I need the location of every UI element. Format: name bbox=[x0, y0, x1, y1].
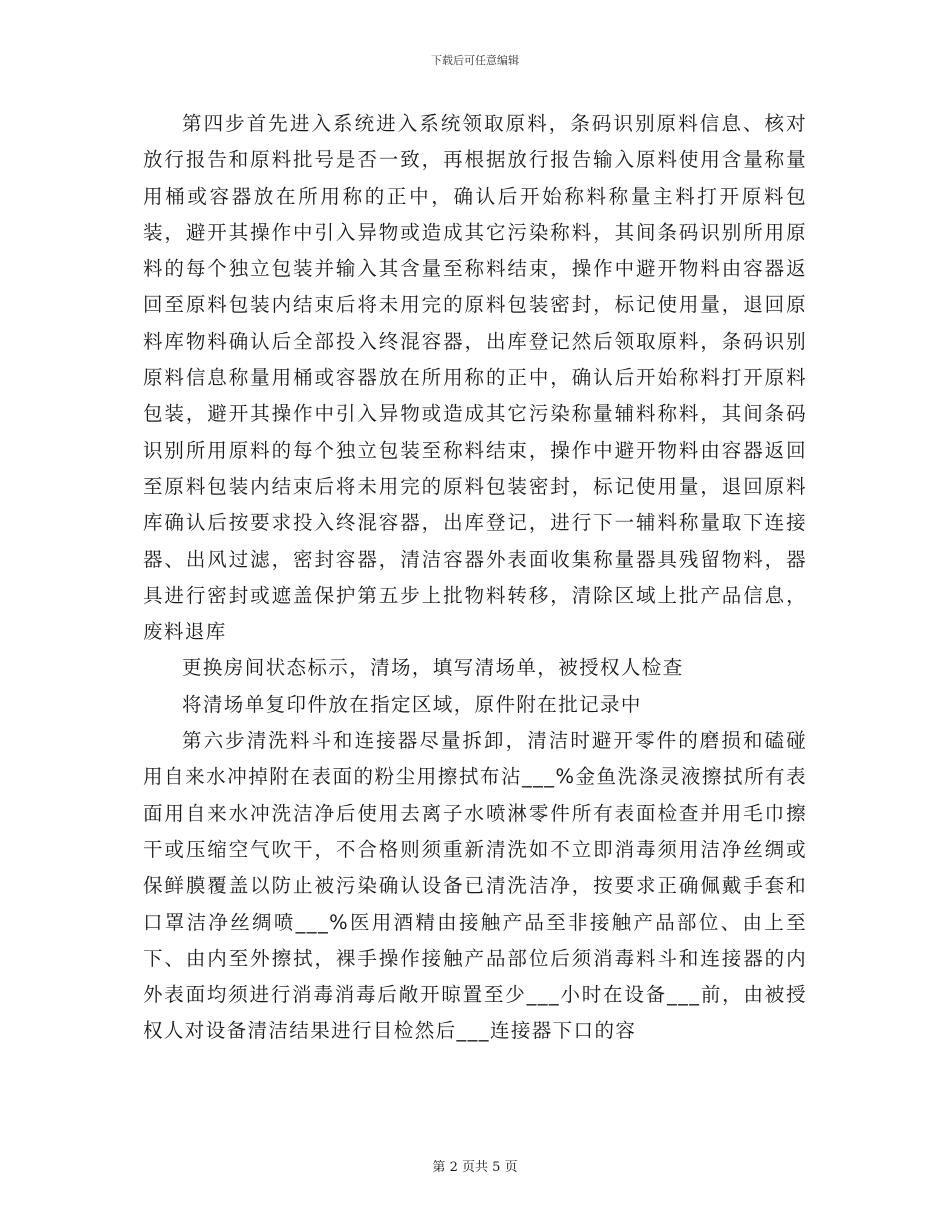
footer-current-page: 2 bbox=[449, 1160, 458, 1175]
paragraph-clearance-copy: 将清场单复印件放在指定区域，原件附在批记录中 bbox=[182, 692, 642, 716]
footer-middle: 页共 bbox=[461, 1160, 488, 1175]
paragraph-step-4: 第四步首先进入系统进入系统领取原料，条码识别原料信息、核对放行报告和原料批号是否一致，再根据放行报告输入原料使用含量称量用桶或容器放在所用称的正中，确认后开始称料称量主料打开原料包装，避开其操作中引入异物或造成其它污染称料，其间条码识别所用原料的每个独立包装并输入其含量至称料结束，操作中避开物料由容器返回至原料包装内结束后将未用完的原料包装密封，标记使用量，退回原料库物料确认后全部投入终混容器，出库登记然后领取原料，条码识别原料信息称量用桶或容器放在所用称的正中，确认后开始称料打开原料包装，避开其操作中引入异物或造成其它污染称量辅料称料，其间条码识别所用原料的每个独立包装至称料结束，操作中避开物料由容器返回至原料包装内结束后将未用完的原料包装密封，标记使用量，退回原料库确认后按要求投入终混容器，出库登记，进行下一辅料称量取下连接器、出风过滤，密封容器，清洁容器外表面收集称量器具残留物料，器具进行密封或遮盖保护第五步上批物料转移，清除区域上批产品信息，废料退库 bbox=[143, 112, 807, 644]
paragraph-step-6: 第六步清洗料斗和连接器尽量拆卸，清洁时避开零件的磨损和磕碰用自来水冲掉附在表面的粉尘用擦拭布沾___%金鱼洗涤灵液擦拭所有表面用自来水冲洗洁净后使用去离子水喷淋零件所有表面检查并用毛巾擦干或压缩空气吹干，不合格则须重新清洗如不立即消毒须用洁净丝绸或保鲜膜覆盖以防止被污染确认设备已清洗洁净，按要求正确佩戴手套和口罩洁净丝绸喷___%医用酒精由接触产品至非接触产品部位、由上至下、由内至外擦拭，裸手操作接触产品部位后须消毒料斗和连接器的内外表面均须进行消毒消毒后敞开晾置至少___小时在设备___前，由被授权人对设备清洁结果进行目检然后___连接器下口的容 bbox=[143, 729, 807, 1043]
page-header: 下载后可任意编辑 bbox=[431, 54, 519, 67]
footer-total-pages: 5 bbox=[492, 1160, 501, 1175]
footer-prefix: 第 bbox=[432, 1160, 446, 1175]
document-body bbox=[143, 106, 807, 1050]
paragraph-status-change: 更换房间状态标示，清场，填写清场单，被授权人检查 bbox=[182, 656, 684, 680]
footer-suffix: 页 bbox=[504, 1160, 518, 1175]
page-footer bbox=[0, 1156, 950, 1175]
